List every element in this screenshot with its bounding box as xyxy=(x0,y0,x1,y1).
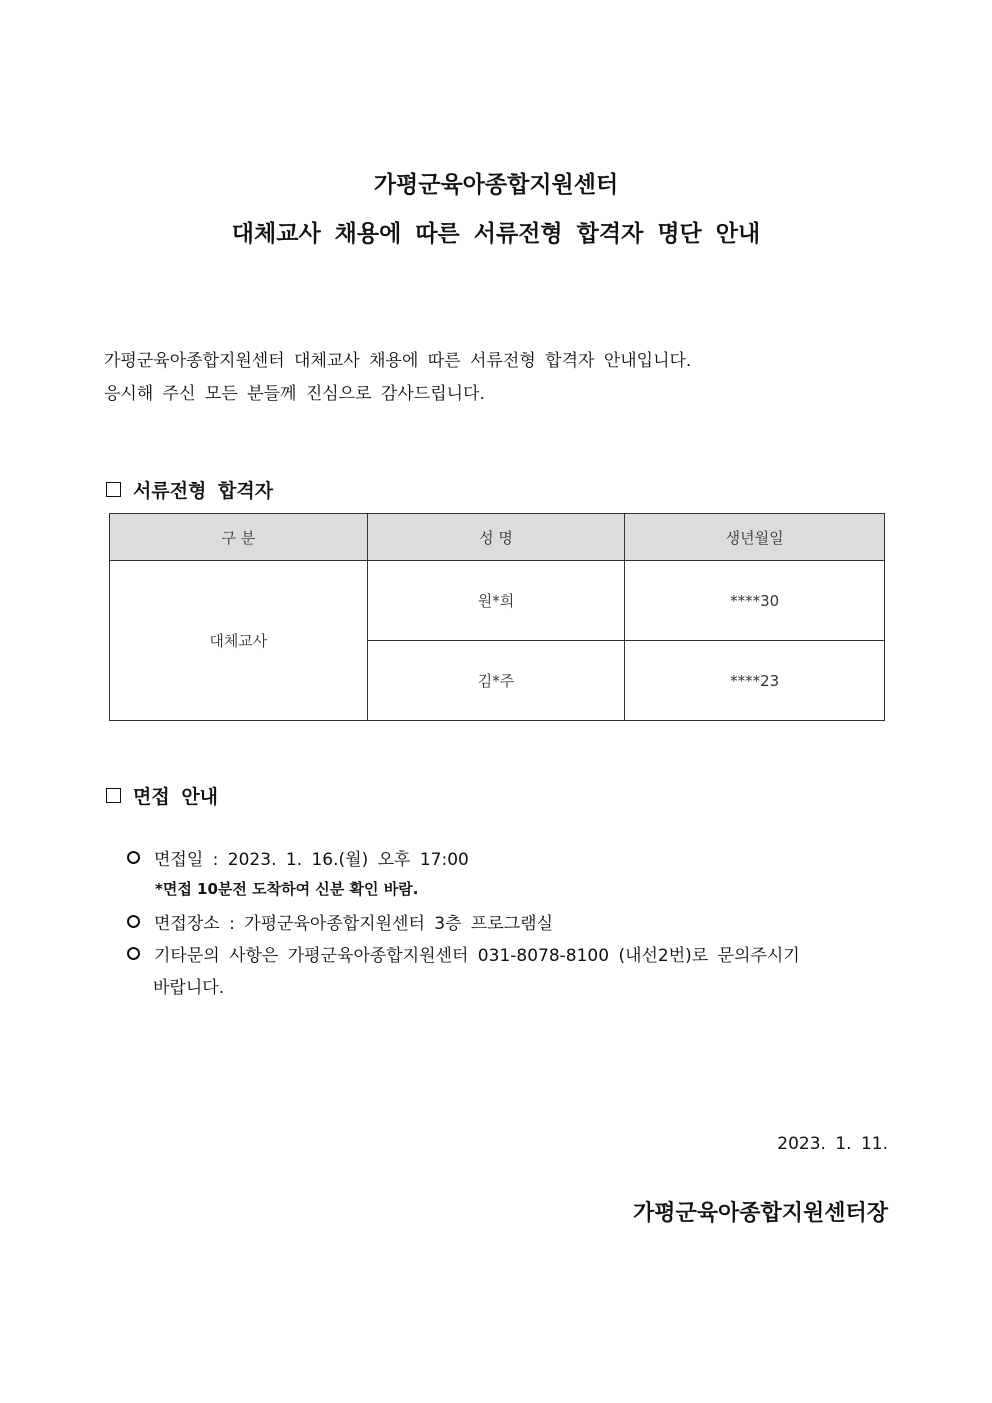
column-header-name: 성 명 xyxy=(367,514,625,561)
section-label: 면접 안내 xyxy=(133,786,219,808)
intro-line-1: 가평군육아종합지원센터 대체교사 채용에 따른 서류전형 합격자 안내입니다. xyxy=(104,351,692,371)
circle-bullet-icon xyxy=(127,915,140,928)
birthdate-cell: ****23 xyxy=(625,641,885,721)
signature: 가평군육아종합지원센터장 xyxy=(632,1200,888,1226)
interview-date-text: 면접일 : 2023. 1. 16.(월) 오후 17:00 xyxy=(154,850,469,870)
column-header-category: 구 분 xyxy=(110,514,368,561)
interview-place-item xyxy=(127,909,553,934)
result-table xyxy=(109,513,885,721)
section-label: 서류전형 합격자 xyxy=(133,480,274,502)
intro-line-2: 응시해 주신 모든 분들께 진심으로 감사드립니다. xyxy=(104,384,485,404)
contact-text: 기타문의 사항은 가평군육아종합지원센터 031-8078-8100 (내선2번)로 문의주시기 xyxy=(154,946,800,966)
contact-text-continued: 바랍니다. xyxy=(153,978,225,998)
section-header-document-pass xyxy=(106,476,273,503)
section-header-interview xyxy=(106,782,218,809)
document-subtitle: 대체교사 채용에 따른 서류전형 합격자 명단 안내 xyxy=(231,220,761,247)
interview-date-item xyxy=(127,845,469,870)
checkbox-square-icon xyxy=(106,788,121,803)
interview-place-text: 면접장소 : 가평군육아종합지원센터 3층 프로그램실 xyxy=(154,914,554,934)
table-row xyxy=(110,561,885,641)
column-header-birthdate: 생년월일 xyxy=(625,514,885,561)
document-title: 가평군육아종합지원센터 xyxy=(373,171,619,198)
interview-note: *면접 10분전 도착하여 신분 확인 바람. xyxy=(155,880,419,898)
name-cell: 원*희 xyxy=(367,561,625,641)
birthdate-cell: ****30 xyxy=(625,561,885,641)
table-header-row xyxy=(110,514,885,561)
contact-item xyxy=(127,941,800,966)
document-date: 2023. 1. 11. xyxy=(777,1134,888,1154)
category-cell: 대체교사 xyxy=(110,561,368,721)
circle-bullet-icon xyxy=(127,851,140,864)
circle-bullet-icon xyxy=(127,947,140,960)
checkbox-square-icon xyxy=(106,482,121,497)
name-cell: 김*주 xyxy=(367,641,625,721)
